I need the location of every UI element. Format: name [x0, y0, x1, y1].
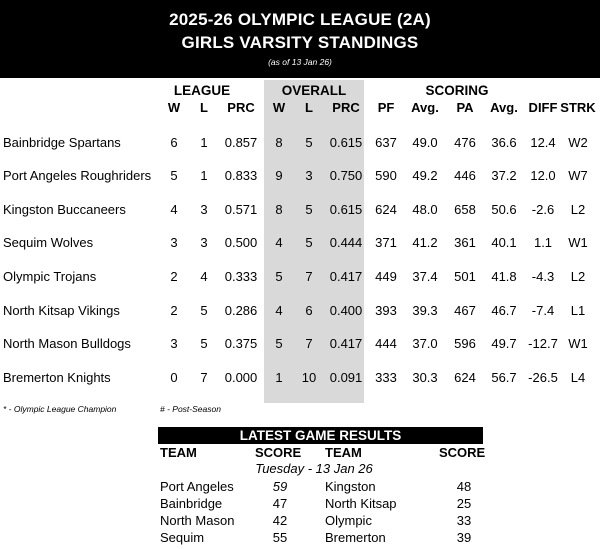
- group-scoring: SCORING: [425, 83, 489, 98]
- league-prc: 0.286: [224, 303, 258, 318]
- league-losses: 1: [200, 135, 208, 150]
- league-losses: 5: [200, 303, 208, 318]
- losing-team: North Kitsap: [325, 496, 397, 511]
- points-against-avg: 41.8: [491, 269, 517, 284]
- points-for: 371: [375, 235, 397, 250]
- col-pa: PA: [456, 100, 474, 115]
- point-diff: -4.3: [531, 269, 555, 284]
- overall-prc: 0.444: [329, 235, 363, 250]
- team-name: North Mason Bulldogs: [3, 336, 131, 351]
- points-for: 590: [375, 168, 397, 183]
- points-against: 476: [454, 135, 476, 150]
- winning-score: 47: [272, 496, 288, 511]
- league-prc: 0.500: [224, 235, 258, 250]
- league-wins: 2: [170, 303, 178, 318]
- col-pf: PF: [377, 100, 395, 115]
- winning-score: 42: [272, 513, 288, 528]
- points-against: 658: [454, 202, 476, 217]
- league-wins: 4: [170, 202, 178, 217]
- overall-prc: 0.091: [329, 370, 363, 385]
- streak: W1: [568, 235, 588, 250]
- points-against-avg: 36.6: [491, 135, 517, 150]
- points-for: 444: [375, 336, 397, 351]
- overall-wins: 4: [275, 235, 283, 250]
- points-for-avg: 30.3: [412, 370, 438, 385]
- col-league-l: L: [200, 100, 208, 115]
- footnote-postseason: # - Post-Season: [160, 404, 221, 414]
- overall-losses: 5: [305, 202, 313, 217]
- points-for-avg: 49.0: [412, 135, 438, 150]
- team-name: Sequim Wolves: [3, 235, 94, 250]
- points-against: 361: [454, 235, 476, 250]
- winning-team: Sequim: [160, 530, 205, 545]
- league-prc: 0.333: [224, 269, 258, 284]
- col-overall-w: W: [272, 100, 286, 115]
- winning-team: Port Angeles: [160, 479, 234, 494]
- team-name: Bremerton Knights: [3, 370, 111, 385]
- overall-losses: 7: [305, 269, 313, 284]
- overall-prc: 0.417: [329, 336, 363, 351]
- group-league: LEAGUE: [173, 83, 231, 98]
- winning-team: Bainbridge: [160, 496, 223, 511]
- points-against-avg: 56.7: [491, 370, 517, 385]
- points-for-avg: 39.3: [412, 303, 438, 318]
- points-for-avg: 37.4: [412, 269, 438, 284]
- points-against: 596: [454, 336, 476, 351]
- streak: W1: [568, 336, 588, 351]
- points-against-avg: 37.2: [491, 168, 517, 183]
- overall-wins: 5: [275, 269, 283, 284]
- winning-score: 55: [272, 530, 288, 545]
- overall-losses: 5: [305, 235, 313, 250]
- points-for: 393: [375, 303, 397, 318]
- overall-prc: 0.615: [329, 202, 363, 217]
- winning-score: 59: [272, 479, 288, 494]
- league-prc: 0.833: [224, 168, 258, 183]
- points-against: 624: [454, 370, 476, 385]
- points-against: 501: [454, 269, 476, 284]
- page-title: 2025-26 OLYMPIC LEAGUE (2A): [169, 10, 431, 29]
- streak: L2: [570, 269, 586, 284]
- page-subtitle: GIRLS VARSITY STANDINGS: [181, 33, 419, 52]
- points-against-avg: 49.7: [491, 336, 517, 351]
- losing-score: 33: [456, 513, 472, 528]
- losing-score: 25: [456, 496, 472, 511]
- points-against-avg: 50.6: [491, 202, 517, 217]
- group-overall: OVERALL: [281, 83, 347, 98]
- col-overall-l: L: [305, 100, 313, 115]
- overall-losses: 3: [305, 168, 313, 183]
- league-prc: 0.857: [224, 135, 258, 150]
- streak: L1: [570, 303, 586, 318]
- league-wins: 6: [170, 135, 178, 150]
- losing-team: Olympic: [325, 513, 372, 528]
- league-wins: 3: [170, 235, 178, 250]
- point-diff: -7.4: [531, 303, 555, 318]
- streak: W2: [568, 135, 588, 150]
- winning-team: North Mason: [160, 513, 235, 528]
- overall-wins: 4: [275, 303, 283, 318]
- league-losses: 5: [200, 336, 208, 351]
- col-diff: DIFF: [528, 100, 558, 115]
- point-diff: 12.4: [530, 135, 556, 150]
- league-prc: 0.000: [224, 370, 258, 385]
- streak: L4: [570, 370, 586, 385]
- league-wins: 5: [170, 168, 178, 183]
- league-losses: 7: [200, 370, 208, 385]
- results-header-team2: TEAM: [325, 445, 362, 460]
- streak: L2: [570, 202, 586, 217]
- col-overall-prc: PRC: [332, 100, 360, 115]
- overall-prc: 0.750: [329, 168, 363, 183]
- overall-losses: 7: [305, 336, 313, 351]
- points-against: 467: [454, 303, 476, 318]
- streak: W7: [568, 168, 588, 183]
- overall-wins: 1: [275, 370, 283, 385]
- losing-team: Bremerton: [325, 530, 386, 545]
- team-name: Bainbridge Spartans: [3, 135, 121, 150]
- team-name: Port Angeles Roughriders: [3, 168, 152, 183]
- league-losses: 3: [200, 202, 208, 217]
- point-diff: 1.1: [533, 235, 553, 250]
- results-header-team1: TEAM: [160, 445, 197, 460]
- league-losses: 3: [200, 235, 208, 250]
- points-for-avg: 37.0: [412, 336, 438, 351]
- points-for-avg: 41.2: [412, 235, 438, 250]
- overall-wins: 8: [275, 202, 283, 217]
- overall-wins: 9: [275, 168, 283, 183]
- league-wins: 3: [170, 336, 178, 351]
- points-against: 446: [454, 168, 476, 183]
- standings-header: [0, 0, 600, 78]
- points-for: 637: [375, 135, 397, 150]
- point-diff: -26.5: [528, 370, 558, 385]
- league-losses: 4: [200, 269, 208, 284]
- overall-losses: 6: [305, 303, 313, 318]
- losing-score: 48: [456, 479, 472, 494]
- points-against-avg: 40.1: [491, 235, 517, 250]
- col-strk: STRK: [560, 100, 596, 115]
- col-league-w: W: [167, 100, 181, 115]
- team-name: Olympic Trojans: [3, 269, 97, 284]
- point-diff: 12.0: [530, 168, 556, 183]
- overall-prc: 0.417: [329, 269, 363, 284]
- overall-wins: 8: [275, 135, 283, 150]
- col-league-prc: PRC: [227, 100, 255, 115]
- footnote-champion: * - Olympic League Champion: [3, 404, 117, 414]
- overall-losses: 10: [301, 370, 317, 385]
- points-for: 333: [375, 370, 397, 385]
- league-prc: 0.375: [224, 336, 258, 351]
- points-for-avg: 48.0: [412, 202, 438, 217]
- overall-wins: 5: [275, 336, 283, 351]
- results-date: Tuesday - 13 Jan 26: [255, 461, 373, 476]
- overall-prc: 0.615: [329, 135, 363, 150]
- point-diff: -2.6: [531, 202, 555, 217]
- points-for: 449: [375, 269, 397, 284]
- col-avg-pa: Avg.: [490, 100, 518, 115]
- losing-score: 39: [456, 530, 472, 545]
- results-header-score2: SCORE: [439, 445, 486, 460]
- col-avg-pf: Avg.: [411, 100, 439, 115]
- point-diff: -12.7: [528, 336, 558, 351]
- league-wins: 0: [170, 370, 178, 385]
- results-title: LATEST GAME RESULTS: [158, 427, 483, 444]
- league-prc: 0.571: [224, 202, 258, 217]
- overall-losses: 5: [305, 135, 313, 150]
- losing-team: Kingston: [325, 479, 376, 494]
- team-name: North Kitsap Vikings: [3, 303, 120, 318]
- team-name: Kingston Buccaneers: [3, 202, 126, 217]
- as-of-date: (as of 13 Jan 26): [268, 57, 332, 67]
- overall-prc: 0.400: [329, 303, 363, 318]
- points-for-avg: 49.2: [412, 168, 438, 183]
- points-against-avg: 46.7: [491, 303, 517, 318]
- league-wins: 2: [170, 269, 178, 284]
- points-for: 624: [375, 202, 397, 217]
- league-losses: 1: [200, 168, 208, 183]
- results-header-score1: SCORE: [255, 445, 302, 460]
